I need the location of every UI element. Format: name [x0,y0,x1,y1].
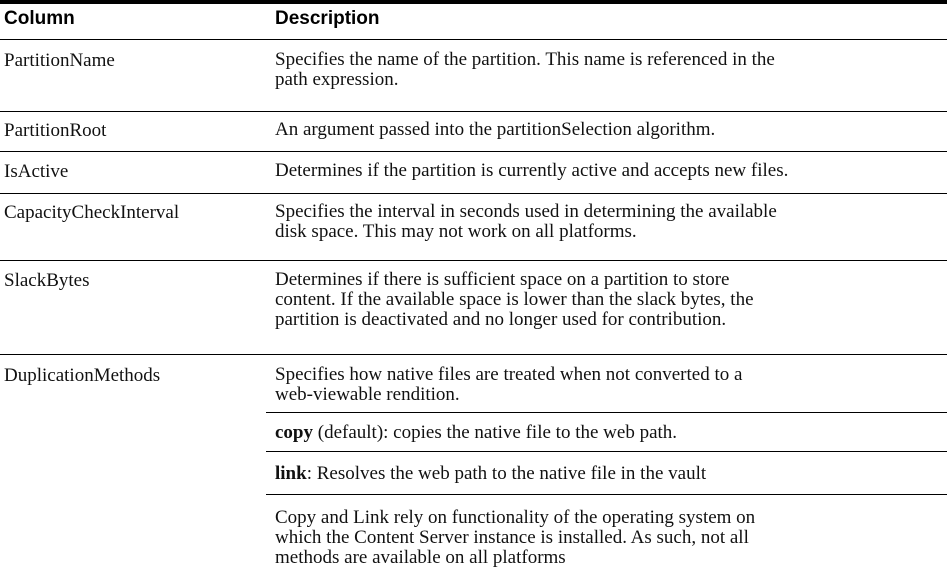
description-header: Description [275,8,380,29]
row-name: DuplicationMethods [4,365,161,386]
row-description [275,120,943,140]
link-option [275,464,943,484]
description-line: Specifies the interval in seconds used in determining the available [275,201,777,222]
platform-note [275,508,943,568]
note-line: which the Content Server instance is installed. As such, not all [275,527,749,548]
table-row-partitionname [0,40,947,112]
description-line: web-viewable rendition. [275,384,460,405]
note-line: methods are available on all platforms [275,547,566,568]
note-line: Copy and Link rely on functionality of the operating system on [275,507,756,528]
description-line: partition is deactivated and no longer used for contribution. [275,309,727,330]
row-description [275,365,943,405]
row-description [275,161,943,181]
row-name: PartitionName [4,50,115,71]
link-option-text: : Resolves the web path to the native file in the vault [306,463,707,484]
copy-option [275,423,943,443]
row-description [275,50,943,90]
row-name: PartitionRoot [4,120,107,141]
description-line: content. If the available space is lower than the slack bytes, the [275,289,754,310]
copy-option-term: copy [275,422,313,443]
description-line: path expression. [275,69,399,90]
table-row-capacitycheckinterval [0,194,947,261]
description-line: Determines if there is sufficient space on a partition to store [275,269,730,290]
description-line: disk space. This may not work on all platforms. [275,221,637,242]
sub-row-divider [266,412,947,413]
row-description [275,270,943,330]
table-row-isactive [0,152,947,194]
row-name: CapacityCheckInterval [4,202,180,223]
copy-option-text: (default): copies the native file to the web path. [313,422,678,443]
description-line: Specifies how native files are treated when not converted to a [275,364,743,385]
description-line: An argument passed into the partitionSelection algorithm. [275,119,716,140]
sub-row-divider [266,451,947,452]
row-description [275,202,943,242]
description-line: Determines if the partition is currently active and accepts new files. [275,160,789,181]
table-top-rule [0,0,947,4]
column-header: Column [4,8,75,29]
table-row-slackbytes [0,261,947,348]
row-name: IsActive [4,161,69,182]
sub-row-divider [266,494,947,495]
link-option-term: link [275,463,307,484]
table-row-partitionroot [0,112,947,152]
description-line: Specifies the name of the partition. This name is referenced in the [275,49,775,70]
row-name: SlackBytes [4,270,90,291]
